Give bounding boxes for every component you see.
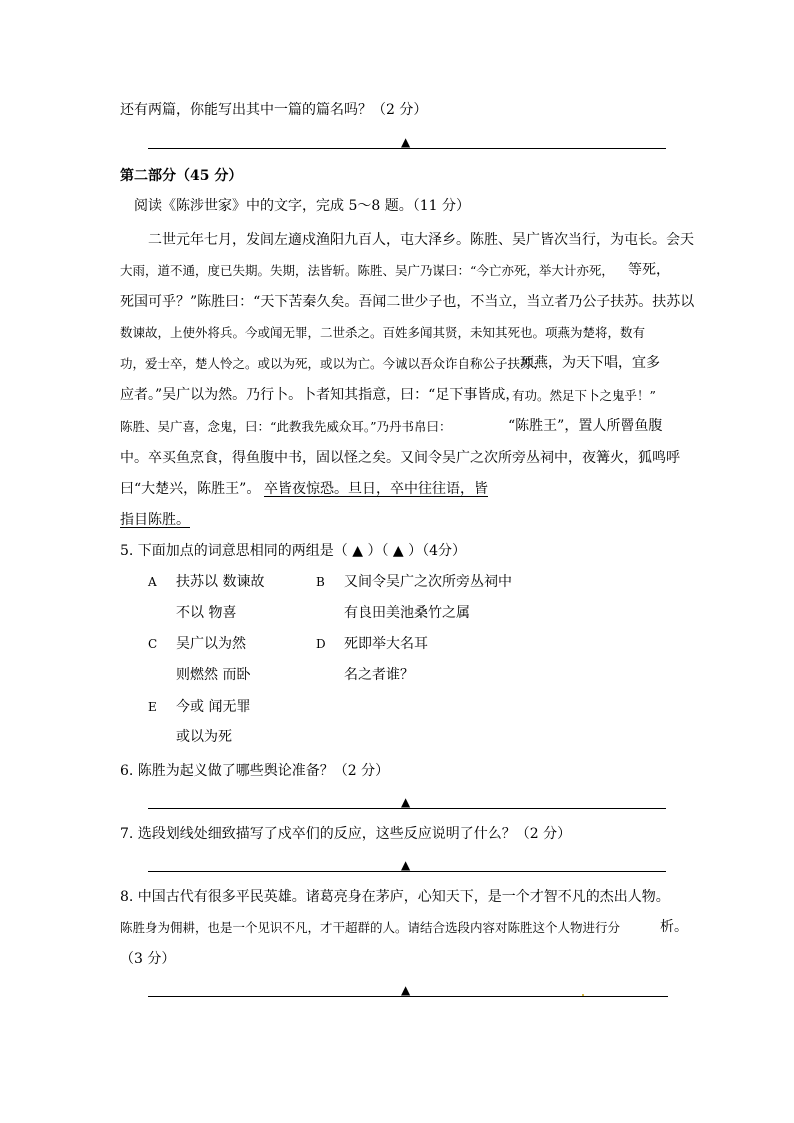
option-letter: D xyxy=(316,637,326,651)
question-4-tail: 还有两篇，你能写出其中一篇的篇名吗？（2 分） xyxy=(120,102,428,118)
part2-instruction: 阅读《陈涉世家》中的文字，完成 5～8 题。（11 分） xyxy=(134,198,470,214)
passage-line: 应者。”吴广以为然。乃行卜。卜者知其指意，曰：“足下事皆成， xyxy=(120,387,520,403)
answer-triangle-icon: ▲ xyxy=(401,135,411,149)
answer-line[interactable] xyxy=(148,808,666,809)
passage-line: 陈胜、吴广喜，念鬼，曰：“此教我先威众耳。”乃丹书帛曰： xyxy=(120,419,452,434)
part2-heading: 第二部分（45 分） xyxy=(120,168,243,184)
option-a-line2: 不以 物喜 xyxy=(176,605,237,621)
passage-line: 有功。然足下卜之鬼乎！” xyxy=(512,388,656,403)
question-6-stem: 6. 陈胜为起义做了哪些舆论准备？（2 分） xyxy=(120,763,390,779)
passage-line: 曰“大楚兴，陈胜王”。 xyxy=(120,481,261,497)
passage-line: 中。卒买鱼烹食，得鱼腹中书，固以怪之矣。又间令吴广之次所旁丛祠中，夜篝火，狐鸣呼 xyxy=(120,450,680,466)
option-d-line2: 名之者谁？ xyxy=(344,667,414,683)
passage-line: 数谏故，上使外将兵。今或闻无罪，二世杀之。百姓多闻其贤，未知其死也。项燕为楚将，数有 xyxy=(120,325,646,340)
passage-line: 项燕，为天下唱，宜多 xyxy=(520,355,660,371)
passage-line: “陈胜王”，置人所罾鱼腹 xyxy=(508,418,663,434)
answer-line[interactable] xyxy=(148,996,668,997)
option-e-line2: 或以为死 xyxy=(176,729,232,745)
question-8-points: （3 分） xyxy=(120,951,176,967)
question-5-stem: 5. 下面加点的词意思相同的两组是（ ▲ ）（ ▲ ）（4分） xyxy=(120,543,467,559)
option-c-line2: 则燃然 而卧 xyxy=(176,667,251,683)
option-letter: E xyxy=(148,700,157,714)
answer-line[interactable] xyxy=(148,871,666,872)
option-letter: B xyxy=(316,575,325,589)
question-8-line2-tail: 析。 xyxy=(660,919,688,935)
option-c-line1: 吴广以为然 xyxy=(176,636,246,652)
passage-line: 功，爱士卒，楚人怜之。或以为死，或以为亡。今诚以吾众诈自称公子扶苏、 xyxy=(120,356,546,371)
passage-line: 二世元年七月，发闾左適戍渔阳九百人，屯大泽乡。陈胜、吴广皆次当行，为屯长。会天 xyxy=(148,232,694,248)
passage-line: 死国可乎？”陈胜曰：“天下苦秦久矣。吾闻二世少子也，不当立，当立者乃公子扶苏。扶苏以 xyxy=(120,294,695,310)
passage-line: 大雨，道不通，度已失期。失期，法皆斩。陈胜、吴广乃谋曰：“今亡亦死，举大计亦死， xyxy=(120,263,614,278)
underlined-passage: 指目陈胜。 xyxy=(120,512,190,528)
answer-triangle-icon: ▲ xyxy=(401,858,411,872)
answer-line[interactable] xyxy=(148,148,666,149)
option-letter: C xyxy=(148,637,158,651)
option-b-line1: 又间令吴广之次所旁丛祠中 xyxy=(344,574,512,590)
option-b-line2: 有良田美池桑竹之属 xyxy=(344,605,470,621)
question-8-line1: 8. 中国古代有很多平民英雄。诸葛亮身在茅庐，心知天下，是一个才智不凡的杰出人物。 xyxy=(120,889,670,905)
option-d-line1: 死即举大名耳 xyxy=(344,636,428,652)
passage-line: 等死， xyxy=(628,262,670,278)
option-e-line1: 今或 闻无罪 xyxy=(176,699,251,715)
option-letter: A xyxy=(148,575,157,589)
option-a-line1: 扶苏以 数谏故 xyxy=(176,574,265,590)
underlined-passage: 卒皆夜惊恐。旦日，卒中往往语，皆 xyxy=(264,481,488,497)
question-7-stem: 7. 选段划线处细致描写了戍卒们的反应，这些反应说明了什么？（2 分） xyxy=(120,826,572,842)
answer-triangle-icon: ▲ xyxy=(401,795,411,809)
answer-triangle-icon: ▲ xyxy=(401,983,411,997)
question-8-line2: 陈胜身为佣耕，也是一个见识不凡，才干超群的人。请结合选段内容对陈胜这个人物进行分 xyxy=(120,920,621,935)
